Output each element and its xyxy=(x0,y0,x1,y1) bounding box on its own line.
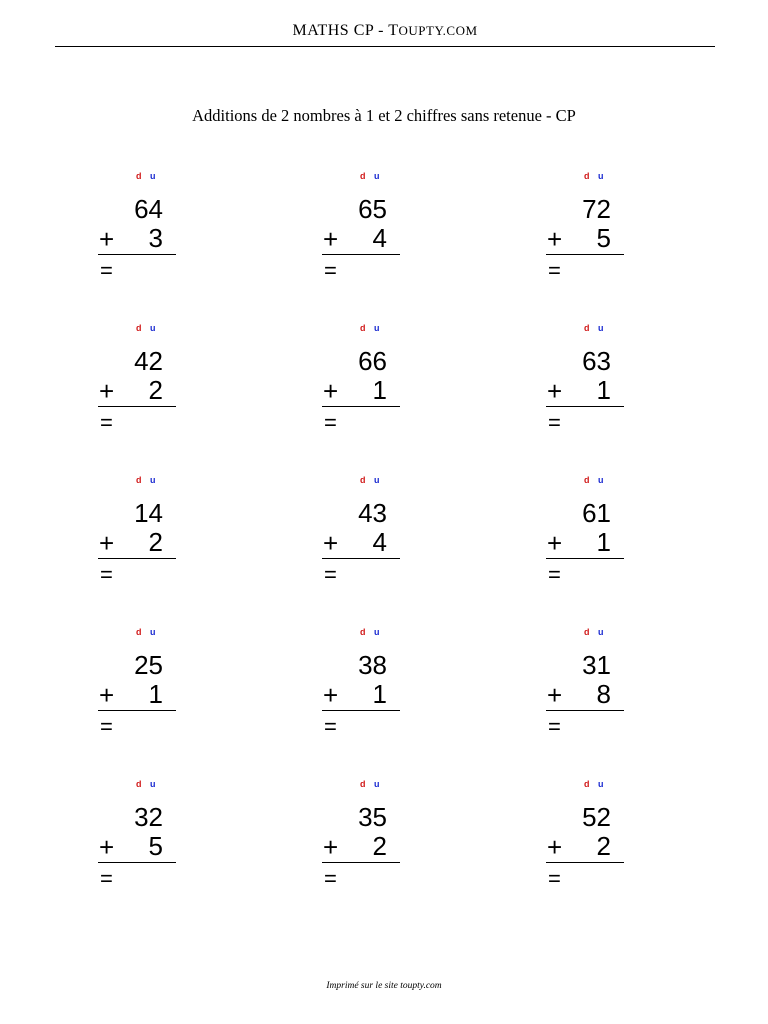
units-label: u xyxy=(598,779,604,789)
plus-sign: + xyxy=(547,376,563,406)
sum-line xyxy=(322,862,400,863)
sum-line xyxy=(322,406,400,407)
sum-line xyxy=(322,710,400,711)
tens-label: d xyxy=(360,779,366,789)
plus-sign: + xyxy=(547,680,563,710)
addition-problem xyxy=(545,168,645,308)
second-addend: 1 xyxy=(596,375,611,405)
plus-sign: + xyxy=(99,680,115,710)
first-addend: 65 xyxy=(358,194,387,224)
sum-line xyxy=(98,406,176,407)
plus-sign: + xyxy=(99,376,115,406)
addition-problem xyxy=(97,624,197,764)
equals-sign: = xyxy=(324,258,337,283)
problems-grid xyxy=(97,168,657,928)
equals-sign: = xyxy=(100,258,113,283)
units-label: u xyxy=(374,779,380,789)
second-addend: 1 xyxy=(372,679,387,709)
sum-line xyxy=(546,710,624,711)
sum-line xyxy=(546,406,624,407)
addition-problem xyxy=(97,168,197,308)
units-label: u xyxy=(598,627,604,637)
tens-label: d xyxy=(136,475,142,485)
plus-sign: + xyxy=(99,832,115,862)
first-addend: 43 xyxy=(358,498,387,528)
first-addend: 63 xyxy=(582,346,611,376)
units-label: u xyxy=(150,171,156,181)
tens-label: d xyxy=(136,627,142,637)
equals-sign: = xyxy=(100,410,113,435)
tens-label: d xyxy=(360,323,366,333)
sum-line xyxy=(98,558,176,559)
tens-label: d xyxy=(584,171,590,181)
second-addend: 2 xyxy=(372,831,387,861)
sum-line xyxy=(98,254,176,255)
plus-sign: + xyxy=(323,224,339,254)
tens-label: d xyxy=(360,475,366,485)
second-addend: 5 xyxy=(148,831,163,861)
header-site-initial: T xyxy=(388,22,399,39)
sum-line xyxy=(546,558,624,559)
equals-sign: = xyxy=(324,410,337,435)
second-addend: 4 xyxy=(372,223,387,253)
sum-line xyxy=(322,558,400,559)
page-footer: Imprimé sur le site toupty.com xyxy=(326,981,442,991)
units-label: u xyxy=(374,475,380,485)
units-label: u xyxy=(374,627,380,637)
page-header xyxy=(55,22,715,47)
first-addend: 25 xyxy=(134,650,163,680)
addition-problem xyxy=(97,776,197,916)
second-addend: 5 xyxy=(596,223,611,253)
second-addend: 1 xyxy=(372,375,387,405)
worksheet-subtitle: Additions de 2 nombres à 1 et 2 chiffres sans retenue - CP xyxy=(192,106,576,125)
second-addend: 3 xyxy=(148,223,163,253)
second-addend: 4 xyxy=(372,527,387,557)
second-addend: 2 xyxy=(148,527,163,557)
plus-sign: + xyxy=(323,680,339,710)
plus-sign: + xyxy=(323,832,339,862)
equals-sign: = xyxy=(100,562,113,587)
addition-problem xyxy=(321,168,421,308)
plus-sign: + xyxy=(99,224,115,254)
second-addend: 2 xyxy=(596,831,611,861)
tens-label: d xyxy=(136,171,142,181)
tens-label: d xyxy=(584,779,590,789)
addition-problem xyxy=(97,320,197,460)
first-addend: 38 xyxy=(358,650,387,680)
units-label: u xyxy=(598,323,604,333)
plus-sign: + xyxy=(323,376,339,406)
units-label: u xyxy=(150,475,156,485)
second-addend: 1 xyxy=(596,527,611,557)
tens-label: d xyxy=(360,627,366,637)
first-addend: 66 xyxy=(358,346,387,376)
tens-label: d xyxy=(584,475,590,485)
second-addend: 1 xyxy=(148,679,163,709)
equals-sign: = xyxy=(324,714,337,739)
addition-problem xyxy=(545,472,645,612)
equals-sign: = xyxy=(324,866,337,891)
plus-sign: + xyxy=(547,832,563,862)
first-addend: 64 xyxy=(134,194,163,224)
addition-problem xyxy=(97,472,197,612)
equals-sign: = xyxy=(548,258,561,283)
equals-sign: = xyxy=(548,562,561,587)
first-addend: 42 xyxy=(134,346,163,376)
equals-sign: = xyxy=(100,866,113,891)
addition-problem xyxy=(321,776,421,916)
units-label: u xyxy=(150,779,156,789)
sum-line xyxy=(322,254,400,255)
first-addend: 35 xyxy=(358,802,387,832)
first-addend: 31 xyxy=(582,650,611,680)
addition-problem xyxy=(545,624,645,764)
first-addend: 14 xyxy=(134,498,163,528)
equals-sign: = xyxy=(548,410,561,435)
plus-sign: + xyxy=(323,528,339,558)
equals-sign: = xyxy=(548,866,561,891)
addition-problem xyxy=(545,776,645,916)
addition-problem xyxy=(321,624,421,764)
addition-problem xyxy=(321,472,421,612)
units-label: u xyxy=(150,323,156,333)
tens-label: d xyxy=(136,779,142,789)
plus-sign: + xyxy=(99,528,115,558)
first-addend: 61 xyxy=(582,498,611,528)
units-label: u xyxy=(598,171,604,181)
tens-label: d xyxy=(136,323,142,333)
sum-line xyxy=(98,710,176,711)
units-label: u xyxy=(374,323,380,333)
first-addend: 52 xyxy=(582,802,611,832)
plus-sign: + xyxy=(547,528,563,558)
addition-problem xyxy=(545,320,645,460)
equals-sign: = xyxy=(324,562,337,587)
tens-label: d xyxy=(360,171,366,181)
first-addend: 32 xyxy=(134,802,163,832)
tens-label: d xyxy=(584,323,590,333)
second-addend: 8 xyxy=(596,679,611,709)
header-title-prefix: MATHS CP - xyxy=(292,22,389,39)
first-addend: 72 xyxy=(582,194,611,224)
units-label: u xyxy=(374,171,380,181)
second-addend: 2 xyxy=(148,375,163,405)
tens-label: d xyxy=(584,627,590,637)
units-label: u xyxy=(598,475,604,485)
units-label: u xyxy=(150,627,156,637)
plus-sign: + xyxy=(547,224,563,254)
equals-sign: = xyxy=(100,714,113,739)
sum-line xyxy=(98,862,176,863)
addition-problem xyxy=(321,320,421,460)
sum-line xyxy=(546,254,624,255)
equals-sign: = xyxy=(548,714,561,739)
header-site-rest: OUPTY.COM xyxy=(398,23,478,38)
sum-line xyxy=(546,862,624,863)
